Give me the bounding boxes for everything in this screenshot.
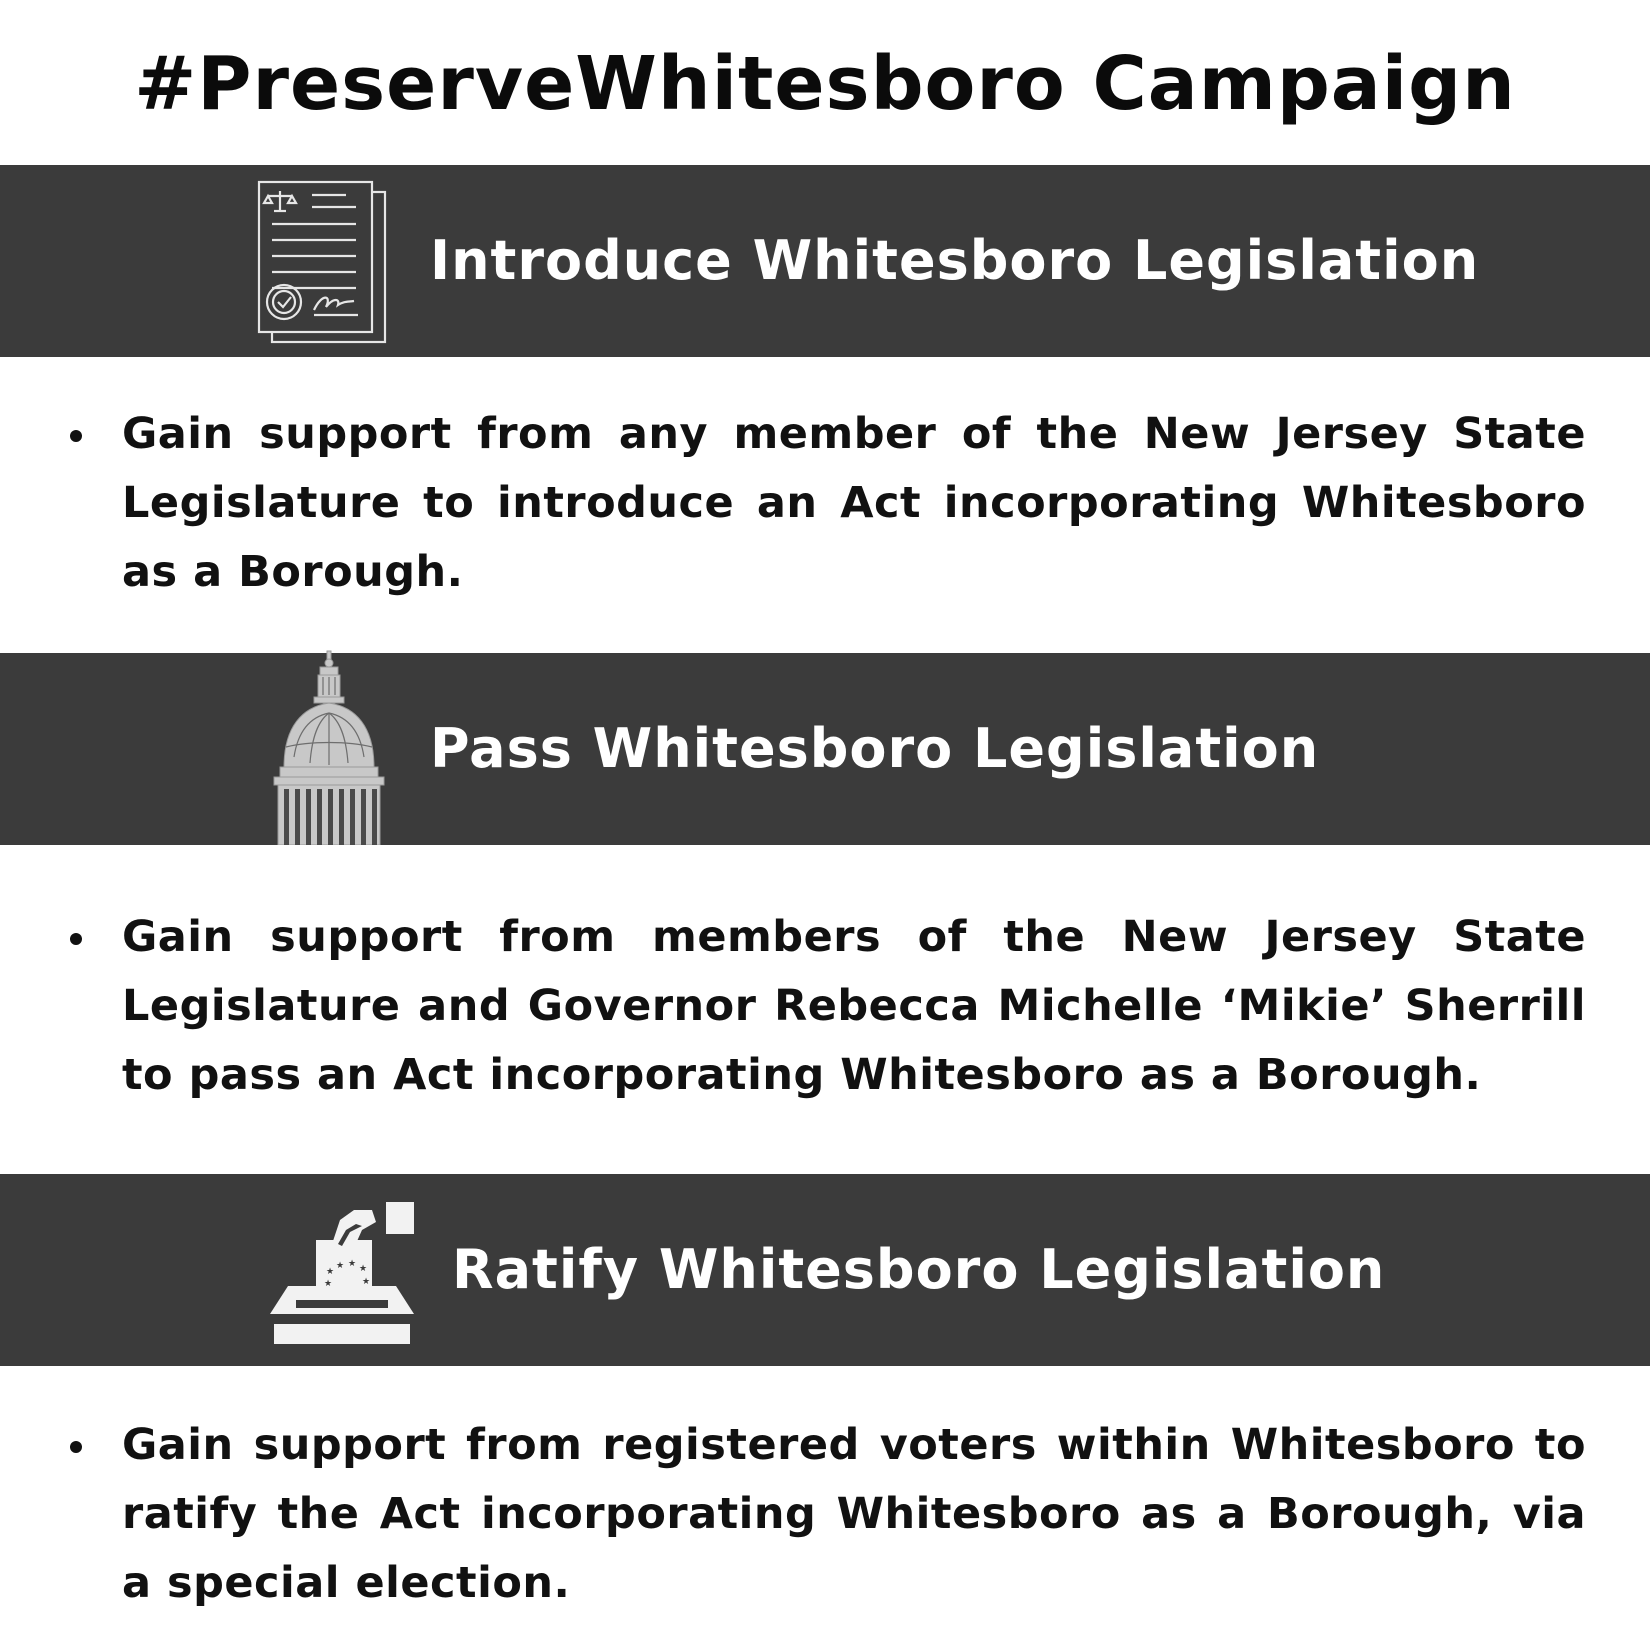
step-ratify-banner — [0, 1174, 1650, 1366]
step-introduce-heading: Introduce Whitesboro Legislation — [430, 229, 1480, 292]
svg-text:★: ★ — [348, 1259, 357, 1269]
capitol-dome-icon — [270, 647, 390, 845]
step-pass-banner — [0, 653, 1650, 845]
svg-text:★: ★ — [362, 1277, 371, 1287]
step-ratify-bullet-text: Gain support from registered voters within Whitesboro to ratify the Act incorporating Whitesboro as a Borough, via a special election. — [122, 1420, 1586, 1608]
step-introduce-bullet — [66, 400, 1586, 610]
legal-document-icon — [250, 165, 390, 357]
step-pass-heading: Pass Whitesboro Legislation — [430, 717, 1320, 780]
bullet-dot — [70, 430, 82, 442]
bullet-dot — [70, 933, 82, 945]
step-pass-bullet — [66, 903, 1586, 1113]
page-title: #PreserveWhitesboro Campaign — [134, 41, 1516, 127]
svg-text:★: ★ — [324, 1279, 333, 1289]
step-introduce-banner — [0, 165, 1650, 357]
step-ratify-bullet — [66, 1411, 1586, 1621]
svg-text:★: ★ — [359, 1264, 368, 1274]
bullet-dot — [70, 1441, 82, 1453]
svg-text:★: ★ — [336, 1261, 345, 1271]
step-introduce-bullet-text: Gain support from any member of the New Jersey State Legislature to introduce an Act incorporating Whitesboro as a Borough. — [122, 409, 1586, 597]
svg-text:★: ★ — [326, 1267, 335, 1277]
step-pass-bullet-text: Gain support from members of the New Jersey State Legislature and Governor Rebecca Michelle ‘Mikie’ Sherrill to pass an Act incorporating Whitesboro as a Borough. — [122, 912, 1586, 1100]
ballot-box-icon — [266, 1174, 416, 1366]
step-ratify-heading: Ratify Whitesboro Legislation — [452, 1238, 1386, 1301]
